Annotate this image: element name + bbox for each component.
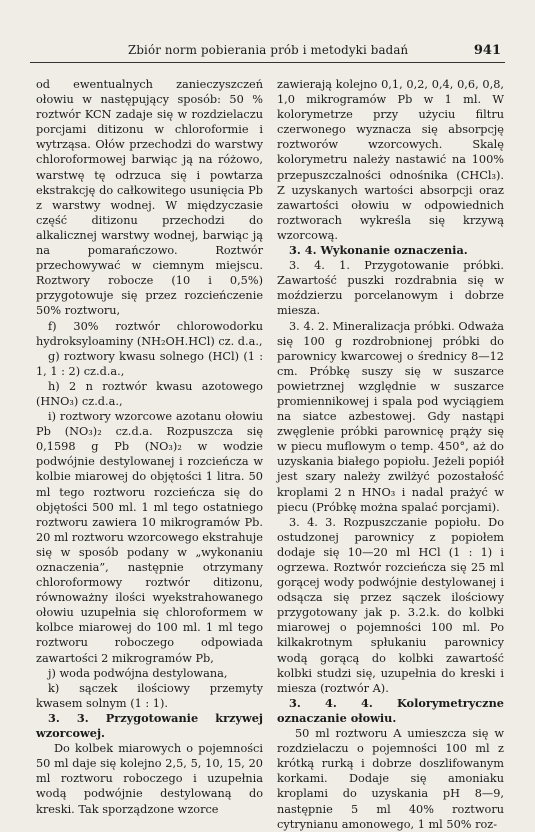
list-item-g: g) roztwory kwasu solnego (HCl) (1 : 1, 1 : 2) cz.d.a., — [36, 349, 263, 378]
subsection-3-4-2: 3. 4. 2. Mineralizacja próbki. Odważa się 100 g rozdrobnionej próbki do parownicy kwarcowej o średnicy 8—12 cm. Próbkę suszy się w suszarce powietrznej względnie w suszarce promiennikowej i spala pod wyciągiem na siatce azbestowej. Gdy nastąpi zwęglenie próbki parownicę prąży się w piecu muflowym o temp. 450°, aż do uzyskania białego popiołu. Jeżeli popiół jest szary należy zwilżyć pozostałość kroplami 2 n HNO₃ i nadal prażyć w piecu (Próbkę można spalać porcjami). — [277, 319, 504, 514]
paragraph: 50 ml roztworu A umieszcza się w rozdzielaczu o pojemności 100 ml z krótką rurką i dobrze doszlifowanym korkami. Dodaje się amoniaku kroplami do uzyskania pH 8—9, następnie 5 ml 40% roztworu cytrynianu amonowego, 1 ml 50% roz- — [277, 727, 504, 831]
subsection-3-4-1: 3. 4. 1. Przygotowanie próbki. Zawartość puszki rozdrabnia się w moździerzu porcelanowym i dobrze miesza. — [277, 259, 504, 318]
section-heading-3-3: 3. 3. Przygotowanie krzywej wzorcowej. — [36, 710, 263, 741]
list-item-j: j) woda podwójna destylowana, — [48, 666, 228, 680]
paragraph: zawierają kolejno 0,1, 0,2, 0,4, 0,6, 0,8, 1,0 mikrogramów Pb w 1 ml. W kolorymetrze przy użyciu filtru czerwonego wyznacza się absorpcję roztworów wzorcowych. Skalę kolorymetru należy nastawić na 100% przepuszczalności odnośnika (CHCl₃). Z uzyskanych wartości absorpcji oraz zawartości ołowiu w odpowiednich roztworach wykreśla się krzywą wzorcową. — [277, 78, 504, 242]
paragraph: od ewentualnych zanieczyszczeń ołowiu w następujący sposób: 50 % roztwór KCN zadaje się w rozdzielaczu porcjami ditizonu w chloroformie i wytrząsa. Ołów przechodzi do warstwy chloroformowej barwiąc ją na różowo, warstwę tę odrzuca się i powtarza ekstrakcję do całkowitego usunięcia Pb z warstwy wodnej. W międzyczasie część ditizonu przechodzi do alkalicznej warstwy wodnej, barwiąc ją na pomarańczowo. Roztwór przechowywać w ciemnym miejscu. Roztwory robocze (10 i 0,5%) przygotowuje się przez rozcieńczenie 50% roztworu, — [36, 78, 263, 318]
paragraph: Do kolbek miarowych o pojemności 50 ml daje się kolejno 2,5, 5, 10, 15, 20 ml roztworu roboczego i uzupełnia wodą podwójnie destylowaną do kreski. Tak sporządzone wzorce — [36, 742, 263, 816]
running-title: Zbiór norm pobierania prób i metodyki badań — [128, 43, 409, 57]
page-header — [0, 40, 535, 60]
right-column — [277, 77, 504, 832]
subsection-3-4-3: 3. 4. 3. Rozpuszczanie popiołu. Do ostudzonej parownicy z popiołem dodaje się 10—20 ml HCl (1 : 1) i ogrzewa. Roztwór rozcieńcza się 25 ml gorącej wody podwójnie destylowanej i odsącza się przez sączek ilościowy przygotowany jak p. 3.2.k. do kolbki miarowej o pojemności 100 ml. Po kilkakrotnym spłukaniu parownicy wodą gorącą do kolbki zawartość kolbki studzi się, uzupełnia do kreski i miesza (roztwór A). — [277, 515, 504, 695]
header-rule — [30, 62, 505, 63]
list-item-k: k) sączek ilościowy przemyty kwasem solnym (1 : 1). — [36, 681, 263, 710]
list-item-i: i) roztwory wzorcowe azotanu ołowiu Pb (NO₃)₂ cz.d.a. Rozpuszcza się 0,1598 g Pb (NO₃)₂ w wodzie podwójnie destylowanej i rozcieńcza w kolbie miarowej do objętości 1 litra. 50 ml tego roztworu rozcieńcza się do objętości 500 ml. 1 ml tego ostatniego roztworu zawiera 10 mikrogramów Pb. 20 ml roztworu wzorcowego ekstrahuje się w sposób podany w „wykonaniu oznaczenia”, następnie otrzymany chloroformowy roztwór ditizonu, równoważny ilości wyekstrahowanego ołowiu uzupełnia się chloroformem w kolbce miarowej do 100 ml. 1 ml tego roztworu roboczego odpowiada zawartości 2 mikrogramów Pb, — [36, 410, 263, 665]
section-heading-3-4: 3. 4. Wykonanie oznaczenia. — [289, 243, 468, 258]
list-item-h: h) 2 n roztwór kwasu azotowego (HNO₃) cz.d.a., — [36, 379, 263, 408]
subsection-heading-3-4-4: 3. 4. 4. Kolorymetryczne oznaczanie ołowiu. — [277, 695, 504, 725]
left-column — [36, 77, 263, 817]
list-item-f: f) 30% roztwór chlorowodorku hydroksyloaminy (NH₂OH.HCl) cz. d.a., — [36, 319, 263, 348]
page-number: 941 — [473, 43, 501, 58]
